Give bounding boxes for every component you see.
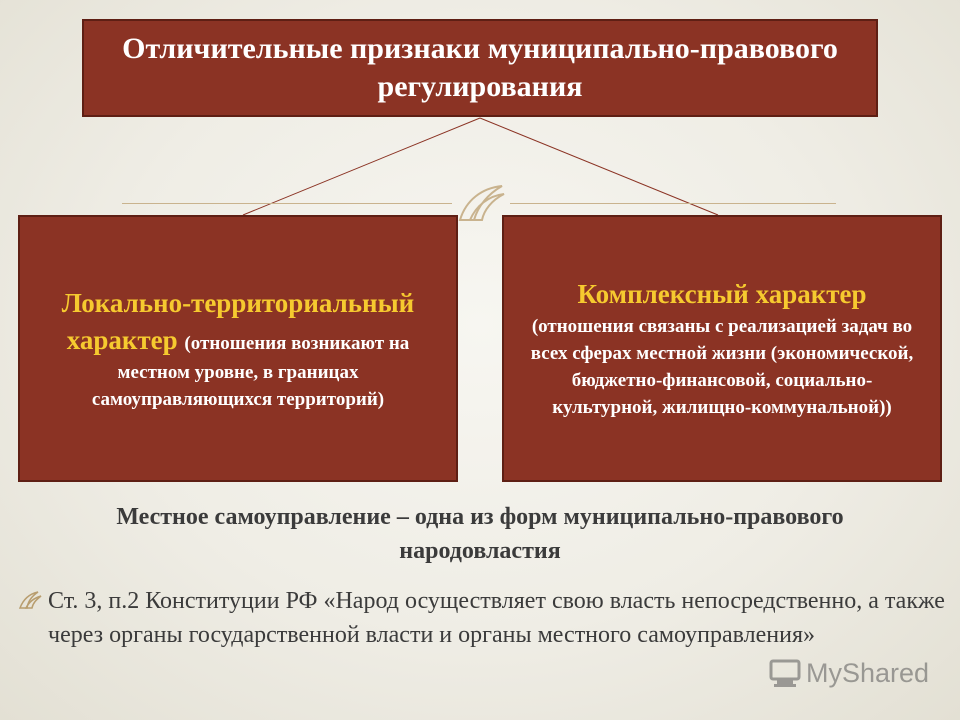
subtitle: Местное самоуправление – одна из форм муниципально-правового народовластия bbox=[116, 504, 844, 564]
title-box bbox=[82, 19, 878, 117]
complex-character-box bbox=[502, 215, 942, 482]
connector-left bbox=[243, 118, 480, 215]
watermark-logo bbox=[768, 656, 929, 690]
left-box-heading: Локально-территориальный характер bbox=[61, 287, 415, 355]
connector-right bbox=[480, 118, 718, 215]
myshared-logo-icon bbox=[768, 658, 802, 688]
local-territorial-box bbox=[18, 215, 458, 482]
right-box-detail: (отношения связаны с реализацией задач во всех сферах местной жизни (экономической, бюджетно-финансовой, социально-культурной, жилищно-коммунальной)) bbox=[530, 316, 914, 418]
constitution-quote: Ст. 3, п.2 Конституции РФ «Народ осуществляет свою власть непосредственно, а также через органы государственной власти и органы местного самоуправления» bbox=[48, 588, 945, 648]
right-box-heading: Комплексный характер bbox=[577, 279, 867, 309]
bullet-ornament-icon bbox=[18, 590, 42, 610]
watermark-text: MyShared bbox=[806, 657, 930, 688]
decorative-divider-right bbox=[510, 203, 836, 204]
left-box-detail: (отношения возникают на местном уровне, в границах самоуправляющихся территорий) bbox=[91, 332, 410, 410]
title-text: Отличительные признаки муниципально-правового регулирования bbox=[122, 32, 838, 103]
decorative-divider-left bbox=[122, 203, 452, 204]
